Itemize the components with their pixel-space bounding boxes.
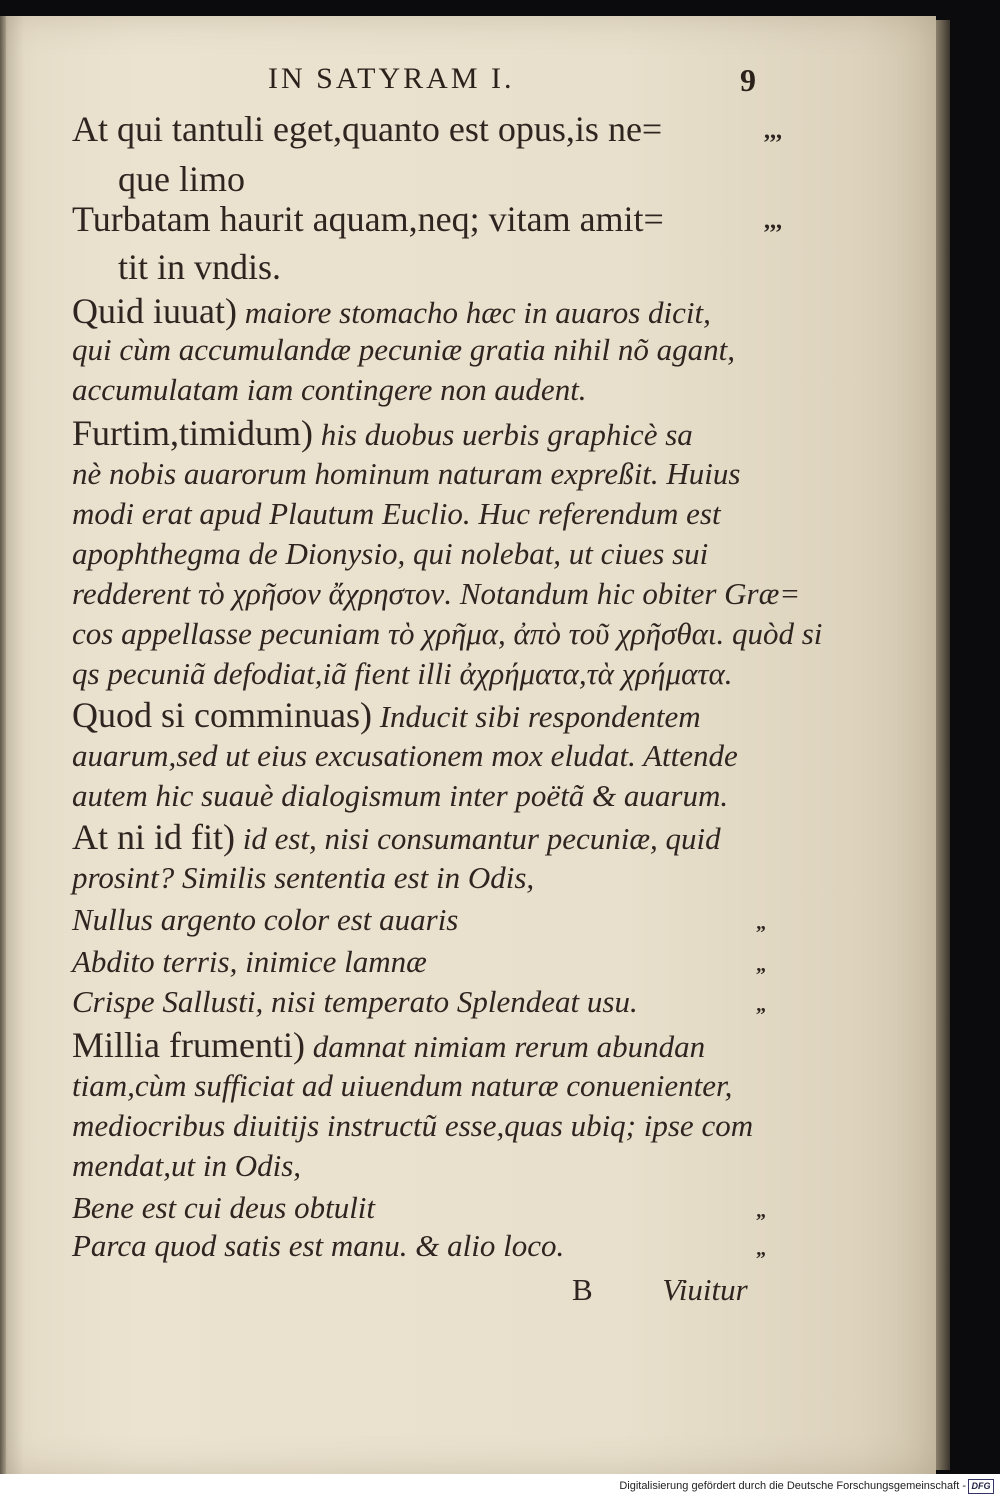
text-line bbox=[72, 108, 662, 150]
quotation-marker: ,,, bbox=[764, 118, 782, 144]
line-commentary: his duobus uerbis graphicè sa bbox=[313, 417, 693, 452]
line-commentary: autem hic suauè dialogismum inter poëtã & auarum. bbox=[72, 778, 729, 813]
text-line bbox=[72, 332, 735, 368]
line-commentary: prosint? Similis sententia est in Odis, bbox=[72, 860, 535, 895]
quotation-marker: „ bbox=[756, 912, 766, 934]
page-left-edge bbox=[0, 16, 6, 1474]
page-right-edge bbox=[936, 20, 950, 1470]
text-line bbox=[72, 984, 638, 1020]
text-line bbox=[72, 860, 534, 896]
line-commentary: maiore stomacho hæc in auaros dicit, bbox=[236, 295, 711, 330]
line-commentary: mendat,ut in Odis, bbox=[72, 1148, 302, 1183]
line-commentary: Inducit sibi respondentem bbox=[371, 699, 701, 734]
quotation-marker: „ bbox=[756, 994, 766, 1016]
text-line bbox=[72, 496, 721, 532]
text-line bbox=[72, 1190, 375, 1226]
line-commentary: Nullus argento color est auaris bbox=[72, 902, 459, 937]
text-line bbox=[72, 198, 664, 240]
text-line bbox=[72, 1108, 753, 1144]
line-lead: Millia frumenti) bbox=[72, 1025, 305, 1065]
quotation-marker: „ bbox=[756, 1200, 766, 1222]
line-commentary: qs pecuniã defodiat,iã fient illi ἀχρήματα,τὰ χρήματα. bbox=[72, 656, 733, 691]
signature-mark: B bbox=[572, 1272, 593, 1307]
text-line bbox=[118, 246, 281, 288]
text-line bbox=[72, 576, 800, 612]
text-line bbox=[72, 902, 458, 938]
text-line bbox=[72, 372, 587, 408]
quotation-marker: „ bbox=[756, 954, 766, 976]
text-line bbox=[72, 816, 721, 858]
line-commentary: redderent τὸ χρῆσον ἄχρηστον. Notandum hic obiter Græ= bbox=[72, 576, 801, 611]
text-line bbox=[72, 412, 693, 454]
line-lead: tit in vndis. bbox=[118, 247, 282, 287]
line-commentary: Bene est cui deus obtulit bbox=[72, 1190, 376, 1225]
line-commentary: qui cùm accumulandæ pecuniæ gratia nihil nõ agant, bbox=[72, 332, 736, 367]
line-commentary: cos appellasse pecuniam τὸ χρῆμα, ἀπὸ τοῦ χρῆσθαι. quòd si bbox=[72, 616, 823, 651]
line-commentary: modi erat apud Plautum Euclio. Huc referendum est bbox=[72, 496, 721, 531]
text-line bbox=[72, 290, 711, 332]
line-commentary: apophthegma de Dionysio, qui nolebat, ut ciues sui bbox=[72, 536, 709, 571]
running-header: IN SATYRAM I. bbox=[268, 62, 515, 95]
line-commentary: tiam,cùm sufficiat ad uiuendum naturæ conuenienter, bbox=[72, 1068, 733, 1103]
line-commentary: id est, nisi consumantur pecuniæ, quid bbox=[234, 821, 721, 856]
line-commentary: auarum,sed ut eius excusationem mox eludat. Attende bbox=[72, 738, 738, 773]
line-commentary: Crispe Sallusti, nisi temperato Splendeat usu. bbox=[72, 984, 638, 1019]
line-commentary: accumulatam iam contingere non audent. bbox=[72, 372, 587, 407]
line-lead: Furtim,timidum) bbox=[72, 413, 314, 453]
text-line bbox=[72, 1148, 301, 1184]
catchline bbox=[572, 1272, 748, 1308]
text-line bbox=[72, 778, 728, 814]
line-lead: Quid iuuat) bbox=[72, 291, 237, 331]
line-lead: Quod si comminuas) bbox=[72, 695, 372, 735]
footer-credit: Digitalisierung gefördert durch die Deutsche Forschungsgemeinschaft - bbox=[619, 1480, 966, 1492]
quotation-marker: „ bbox=[756, 1238, 766, 1260]
text-line bbox=[72, 738, 738, 774]
text-line bbox=[72, 656, 733, 692]
line-commentary: Abdito terris, inimice lamnæ bbox=[72, 944, 427, 979]
text-line bbox=[72, 456, 740, 492]
line-commentary: mediocribus diuitijs instructũ esse,quas ubiq; ipse com bbox=[72, 1108, 754, 1143]
catchword: Viuitur bbox=[662, 1272, 748, 1307]
text-line bbox=[72, 944, 427, 980]
text-line bbox=[118, 158, 245, 200]
text-line bbox=[72, 536, 708, 572]
line-lead: Turbatam haurit aquam,neq; vitam amit= bbox=[72, 199, 664, 239]
line-commentary: Parca quod satis est manu. & alio loco. bbox=[72, 1228, 565, 1263]
dfg-logo: DFG bbox=[968, 1479, 994, 1494]
text-line bbox=[72, 1068, 732, 1104]
text-line bbox=[72, 616, 822, 652]
page-number: 9 bbox=[740, 62, 756, 98]
quotation-marker: ,,, bbox=[764, 208, 782, 234]
text-line bbox=[72, 694, 701, 736]
line-commentary: damnat nimiam rerum abundan bbox=[304, 1029, 706, 1064]
line-lead: At qui tantuli eget,quanto est opus,is ne= bbox=[72, 109, 663, 149]
line-lead: que limo bbox=[118, 159, 245, 199]
line-commentary: nè nobis auarorum hominum naturam expreßit. Huius bbox=[72, 456, 741, 491]
text-line bbox=[72, 1228, 564, 1264]
text-line bbox=[72, 1024, 705, 1066]
line-lead: At ni id fit) bbox=[72, 817, 235, 857]
